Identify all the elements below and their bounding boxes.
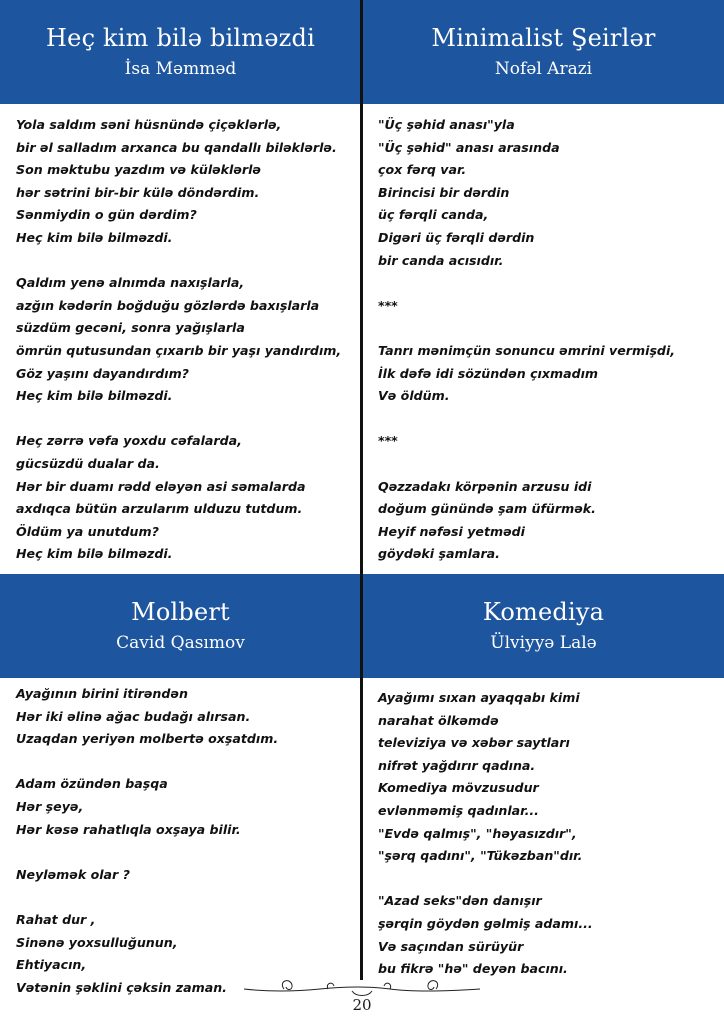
poem-line: bu fikrə "hə" deyən bacını. [378, 961, 568, 977]
stanza-break [378, 408, 675, 431]
poem-line: Və öldüm. [378, 388, 450, 404]
poem-line: Hər iki əlinə ağac budağı alırsan. [16, 708, 251, 724]
poem-line: bir canda acısıdır. [378, 252, 504, 268]
stanza-break [378, 453, 675, 476]
poem-line: Qəzzadakı körpənin arzusu idi [378, 478, 592, 494]
section-header-2 [363, 0, 724, 104]
stanza-break [16, 841, 278, 864]
poem-line: süzdüm gecəni, sonra yağışlarla [16, 320, 245, 336]
poem-line: "Evdə qalmış", "həyasızdır", [378, 825, 577, 841]
poem-author: Ülviyyə Lalə [490, 633, 597, 653]
poem-line: nifrət yağdırır qadına. [378, 757, 536, 773]
poem-line: Hər şeyə, [16, 798, 84, 814]
poem-line: bir əl salladım arxanca bu qandallı biləklərlə. [16, 139, 337, 155]
column-divider [360, 0, 363, 980]
poem-line: Heç zərrə vəfa yoxdu cəfalarda, [16, 433, 242, 449]
poem-line: *** [378, 297, 398, 313]
stanza-break [16, 886, 278, 909]
poem-line: Son məktubu yazdım və küləklərlə [16, 162, 261, 178]
poem-line: "Üç şəhid" anası arasında [378, 139, 560, 155]
poem-line: Birincisi bir dərdin [378, 184, 510, 200]
poem-line: televiziya və xəbər saytları [378, 735, 570, 751]
stanza-break [378, 868, 593, 891]
poem-line: Sənmiydin o gün dərdim? [16, 207, 197, 223]
stanza-break [378, 317, 675, 340]
poem-line: Öldüm ya unutdum? [16, 523, 159, 539]
poem-line: Ayağımı sıxan ayaqqabı kimi [378, 690, 580, 705]
poem-line: Göz yaşını dayandırdım? [16, 365, 189, 381]
poem-line: Heç kim bilə bilməzdi. [16, 388, 173, 404]
poem-line: "şərq qadını", "Tükəzban"dır. [378, 848, 583, 864]
poem-line: Rahat dur , [16, 911, 96, 927]
section-header-1 [0, 0, 361, 104]
section-header-3 [0, 574, 361, 678]
poem-title: Molbert [131, 598, 230, 626]
poem-line: Vətənin şəklini çəksin zaman. [16, 979, 227, 995]
poem-line: Ehtiyacın, [16, 957, 87, 973]
stanza-break [378, 272, 675, 295]
poem-line: doğum günündə şam üfürmək. [378, 501, 596, 517]
poem-line: azğın kədərin boğduğu gözlərdə baxışlarla [16, 297, 320, 313]
poem-line: Neyləmək olar ? [16, 866, 130, 882]
poem-line: Yola saldım səni hüsnündə çiçəklərlə, [16, 117, 282, 132]
poem-line: üç fərqli canda, [378, 207, 489, 223]
poem-line: gücsüzdü dualar da. [16, 455, 160, 471]
poem-line: hər sətrini bir-bir külə döndərdim. [16, 184, 260, 200]
poem-line: evlənməmiş qadınlar... [378, 802, 539, 818]
poem-line: Və saçından sürüyür [378, 938, 524, 954]
poem-line: ömrün qutusundan çıxarıb bir yaşı yandırdım, [16, 342, 342, 358]
poem-line: Heç kim bilə bilməzdi. [16, 229, 173, 245]
poem-line: göydəki şamlara. [378, 546, 500, 562]
page-number: 20 [352, 996, 372, 1014]
poem-line: Tanrı mənimçün sonuncu əmrini vermişdi, [378, 342, 676, 358]
poem-line: Ayağının birini itirəndən [16, 686, 188, 701]
poem-line: Digəri üç fərqli dərdin [378, 229, 535, 245]
poem-title: Minimalist Şeirlər [431, 24, 656, 52]
stanza-break [16, 751, 278, 774]
poem-author: İsa Məmməd [124, 59, 237, 79]
poem-title: Heç kim bilə bilməzdi [46, 24, 315, 52]
poem-line: *** [378, 433, 398, 449]
poem-line: axdıqca bütün arzularım ulduzu tutdum. [16, 501, 303, 517]
poem-line: şərqin göydən gəlmiş adamı... [378, 915, 593, 931]
poem-line: Hər kəsə rahatlıqla oxşaya bilir. [16, 821, 241, 837]
stanza-break [16, 250, 341, 273]
poem-line: Heç kim bilə bilməzdi. [16, 546, 173, 562]
poem-line: Komediya mövzusudur [378, 780, 539, 796]
poem-line: Sinənə yoxsulluğunun, [16, 934, 178, 950]
poem-author: Nofəl Arazi [494, 59, 593, 79]
poem-line: Heyif nəfəsi yetmədi [378, 523, 525, 539]
poem-line: "Üç şəhid anası"yla [378, 117, 515, 132]
section-header-4 [363, 574, 724, 678]
poem-line: çox fərq var. [378, 162, 467, 178]
poem-body-3 [16, 683, 278, 999]
poem-line: "Azad seks"dən danışır [378, 893, 542, 909]
decorative-flourish [240, 976, 484, 998]
poem-line: Qaldım yenə alnımda naxışlarla, [16, 275, 245, 291]
poem-body-4 [378, 687, 593, 981]
poem-line: Adam özündən başqa [16, 776, 168, 792]
poem-body-1 [16, 114, 341, 566]
poem-line: Hər bir duamı rədd eləyən asi səmalarda [16, 478, 306, 494]
poem-body-2 [378, 114, 675, 566]
stanza-break [16, 408, 341, 431]
poem-title: Komediya [482, 598, 605, 626]
poem-line: Uzaqdan yeriyən molbertə oxşatdım. [16, 731, 279, 747]
poem-line: İlk dəfə idi sözündən çıxmadım [378, 365, 599, 381]
poem-line: narahat ölkəmdə [378, 712, 499, 728]
poem-author: Cavid Qasımov [116, 633, 245, 653]
